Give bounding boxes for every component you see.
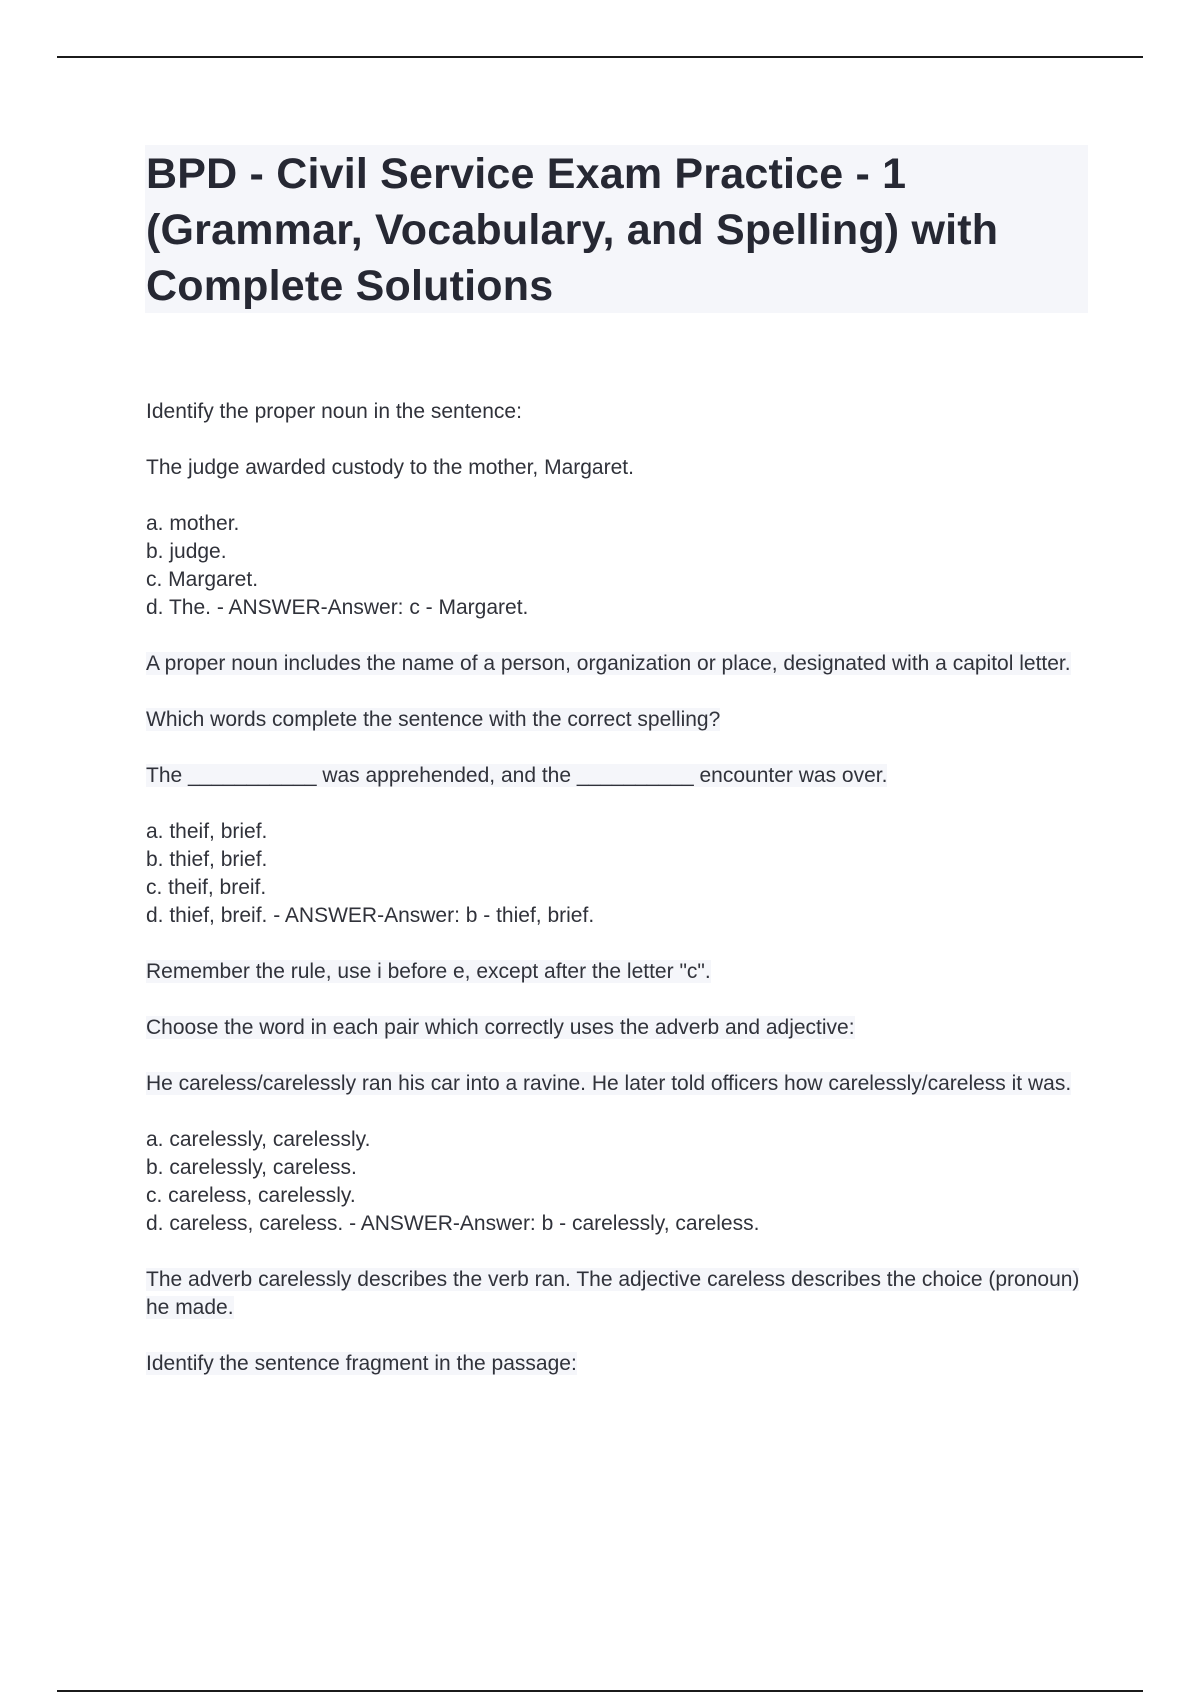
option-c: c. Margaret. [146,568,259,591]
question-sentence: He careless/carelessly ran his car into a ravine. He later told officers how carelessly/careless it was. [146,1072,1072,1095]
question-prompt: Identify the sentence fragment in the passage: [146,1352,577,1375]
answer-explanation: The adverb carelessly describes the verb ran. The adjective careless describes the choice (pronoun) he made. [146,1268,1080,1319]
option-b: b. thief, brief. [146,848,268,871]
option-b: b. carelessly, careless. [146,1156,357,1179]
option-a: a. mother. [146,512,240,535]
document-title: BPD - Civil Service Exam Practice - 1 (Grammar, Vocabulary, and Spelling) with Complete Solutions [146,150,999,310]
question-sentence: The judge awarded custody to the mother, Margaret. [146,456,634,479]
option-a: a. theif, brief. [146,820,268,843]
option-a: a. carelessly, carelessly. [146,1128,371,1151]
question-prompt: Choose the word in each pair which correctly uses the adverb and adjective: [146,1016,855,1039]
option-d-with-answer: d. thief, breif. - ANSWER-Answer: b - thief, brief. [146,904,595,927]
option-b: b. judge. [146,540,227,563]
option-d-with-answer: d. careless, careless. - ANSWER-Answer: b - carelessly, careless. [146,1212,760,1235]
document-body [146,398,1096,1406]
question-prompt: Identify the proper noun in the sentence: [146,400,522,423]
top-rule [57,56,1143,58]
option-c: c. theif, breif. [146,876,267,899]
answer-options [146,1126,1096,1238]
answer-explanation: A proper noun includes the name of a person, organization or place, designated with a capitol letter. [146,652,1071,675]
answer-explanation: Remember the rule, use i before e, except after the letter "c". [146,960,711,983]
option-d-with-answer: d. The. - ANSWER-Answer: c - Margaret. [146,596,529,619]
option-c: c. careless, carelessly. [146,1184,356,1207]
bottom-rule [57,1690,1143,1692]
answer-options [146,510,1096,622]
answer-options [146,818,1096,930]
question-sentence: The ___________ was apprehended, and the __________ encounter was over. [146,764,888,787]
question-prompt: Which words complete the sentence with the correct spelling? [146,708,721,731]
